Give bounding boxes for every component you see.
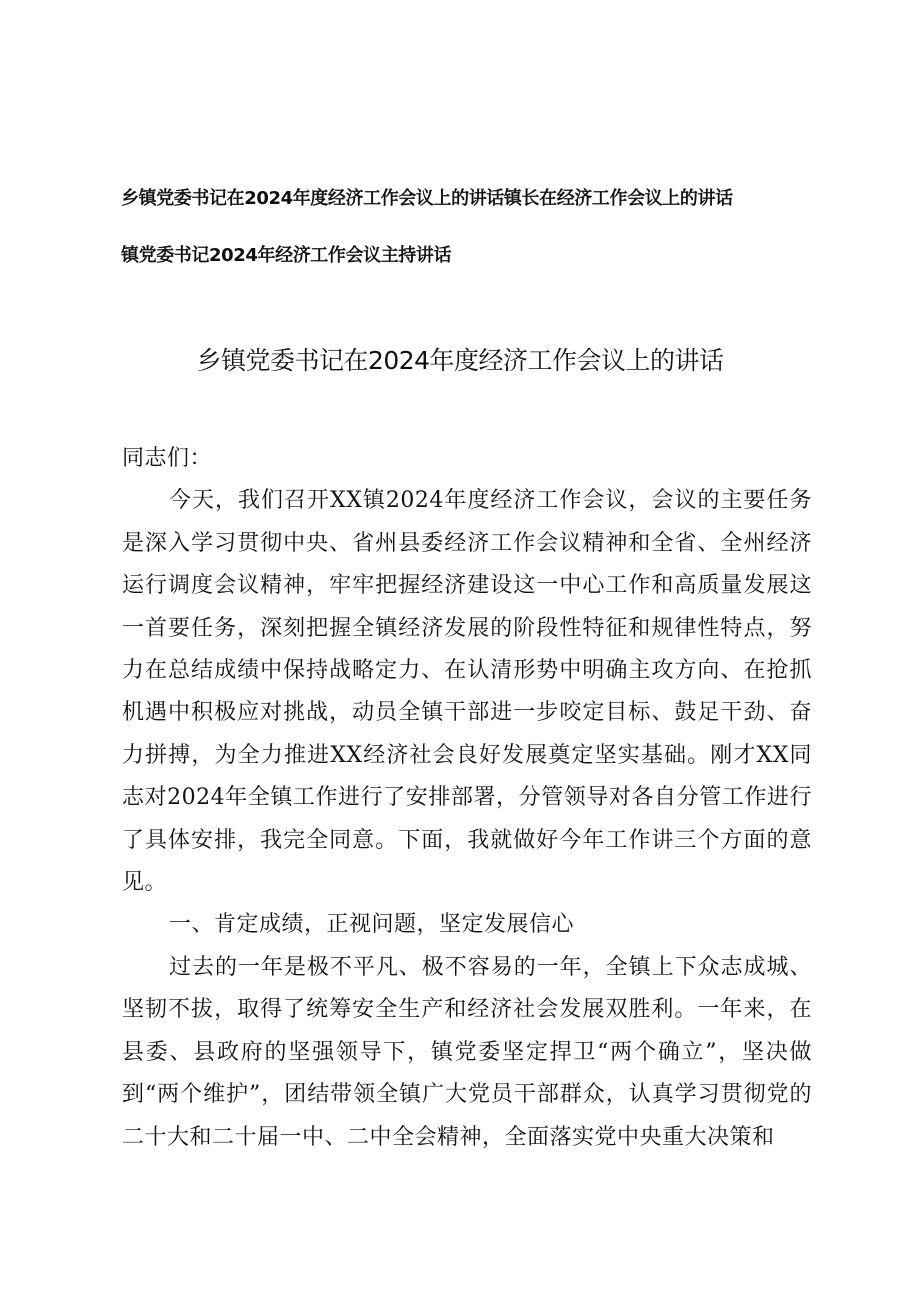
salutation: 同志们： [122, 446, 213, 471]
document-body [122, 438, 812, 1159]
toc-line-1: 乡镇党委书记在2024年度经济工作会议上的讲话镇长在经济工作会议上的讲话 [121, 188, 733, 209]
paragraph-review: 过去的一年是极不平凡、极不容易的一年，全镇上下众志成城、坚韧不拔，取得了统筹安全生产和经济社会发展双胜利。一年来，在县委、县政府的坚强领导下，镇党委坚定捍卫“两个确立”，坚决做到“两个维护”，团结带领全镇广大党员干部群众，认真学习贯彻党的二十大和二十届一中、二中全会精神，全面落实党中央重大决策和 [122, 954, 812, 1150]
document-title: 乡镇党委书记在2024年度经济工作会议上的讲话 [196, 346, 724, 375]
paragraph-intro: 今天，我们召开XX镇2024年度经济工作会议，会议的主要任务是深入学习贯彻中央、省州县委经济工作会议精神和全省、全州经济运行调度会议精神，牢牢把握经济建设这一中心工作和高质量发展这一首要任务，深刻把握全镇经济发展的阶段性特征和规律性特点，努力在总结成绩中保持战略定力、在认清形势中明确主攻方向、在抢抓机遇中积极应对挑战，动员全镇干部进一步咬定目标、鼓足干劲、奋力拼搏，为全力推进XX经济社会良好发展奠定坚实基础。刚才XX同志对2024年全镇工作进行了安排部署，分管领导对各自分管工作进行了具体安排，我完全同意。下面，我就做好今年工作讲三个方面的意见。 [122, 488, 812, 896]
toc-line-2: 镇党委书记2024年经济工作会议主持讲话 [121, 245, 452, 266]
section-heading-1: 一、肯定成绩，正视问题，坚定发展信心 [169, 912, 575, 938]
